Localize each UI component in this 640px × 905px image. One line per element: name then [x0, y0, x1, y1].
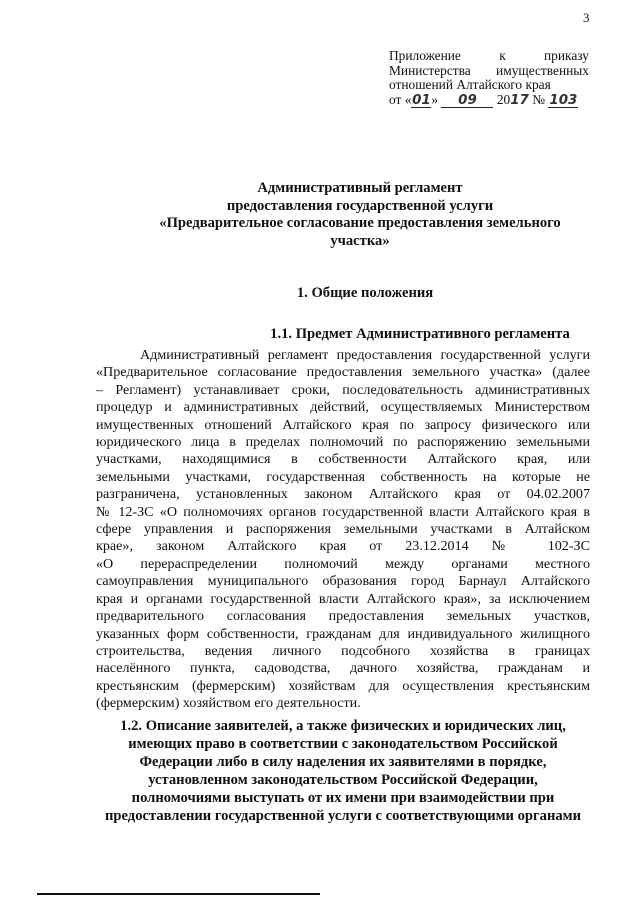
appendix-line-3: отношений Алтайского края [389, 77, 551, 92]
footer-rule [37, 893, 320, 895]
title-line-4: участка» [330, 232, 390, 249]
section-1-heading: 1. Общие положения [296, 285, 434, 301]
heading-line: имеющих право в соответствии с законодательством Российской [128, 735, 558, 752]
paragraph-line: «Предварительное согласование предоставления земельного участка» (далее [96, 364, 590, 381]
paragraph-line: «О перераспределении полномочий между органами местного [96, 555, 590, 572]
paragraph-line: – Регламент) устанавливает сроки, последовательность административных [96, 381, 590, 398]
paragraph-line: Административный регламент предоставления государственной услуги [140, 347, 590, 363]
date-year-prefix: 20 [496, 91, 511, 107]
paragraph-line: разграничена, установленных законом Алтайского края от 04.02.2007 [96, 486, 590, 503]
paragraph-line: № 12-ЗС «О полномочиях органов государственной власти Алтайского края в [96, 503, 590, 520]
paragraph-line: предварительного согласования предоставления земельных участков, [96, 608, 590, 625]
appendix-header [389, 49, 589, 108]
paragraph-line: процедур и административных действий, осуществляемых Министерством [96, 399, 590, 416]
date-month-handwritten: 09 [441, 94, 493, 108]
heading-line: 1.2. Описание заявителей, а также физических и юридических лиц, [120, 718, 566, 734]
date-year-handwritten: 17 [510, 92, 529, 108]
paragraph-line: строительства, ведения личного подсобного хозяйства в границах [96, 642, 590, 659]
subsection-1-2-heading [96, 718, 590, 825]
heading-line: предоставлении государственной услуги с соответствующими органами [105, 807, 581, 824]
date-day-handwritten: 01 [412, 92, 431, 108]
date-prefix: от « [389, 91, 412, 107]
title-line-3: «Предварительное согласование предоставления земельного [159, 215, 561, 232]
number-sign: № [532, 91, 546, 107]
paragraph-line: земельными участками, государственная собственность на которые не [96, 468, 590, 485]
paragraph-1-1 [96, 347, 590, 713]
paragraph-line: самоуправления муниципального образования город Барнаул Алтайского [96, 573, 590, 590]
paragraph-line: сфере управления и распоряжения земельными участками в Алтайском [96, 521, 590, 538]
paragraph-line: края и органами государственной власти Алтайского края», за исключением [96, 590, 590, 607]
heading-line: Федерации либо в силу наделения их заявителями в порядке, [139, 753, 547, 770]
heading-line: установленном законодательством Российской Федерации, [148, 771, 538, 788]
document-title [120, 180, 600, 250]
appendix-word-attachment: Приложение [389, 48, 461, 63]
appendix-word-to: к [499, 48, 506, 63]
paragraph-line: крае», законом Алтайского края от 23.12.2014 № 102-ЗС [96, 538, 590, 555]
page-number: 3 [583, 10, 590, 25]
paragraph-line: крестьянским (фермерским) хозяйствам для осуществления крестьянским [96, 677, 590, 694]
date-separator: » [431, 91, 439, 107]
paragraph-line: населённого пункта, садоводства, дачного хозяйства, гражданам и [96, 660, 590, 677]
appendix-word-order: приказу [544, 48, 589, 63]
paragraph-line: (фермерским) хозяйством его деятельности. [96, 695, 361, 712]
title-line-1: Административный регламент [257, 180, 463, 196]
subsection-1-1-heading: 1.1. Предмет Административного регламента [270, 326, 570, 342]
appendix-line-1 [389, 49, 589, 64]
paragraph-line: указанных форм собственности, гражданам для индивидуального жилищного [96, 625, 590, 642]
paragraph-line: имущественных отношений Алтайского края по запросу физического или [96, 416, 590, 433]
paragraph-line: участками, находящимися в собственности Алтайского края, или [96, 451, 590, 468]
appendix-date-line [389, 93, 589, 109]
order-number-handwritten: 103 [549, 92, 578, 108]
appendix-line-2: Министерства имущественных [389, 62, 589, 78]
title-line-2: предоставления государственной услуги [226, 197, 494, 214]
heading-line: полномочиями выступать от их имени при взаимодействии при [131, 789, 555, 806]
paragraph-line: юридического лица в пределах полномочий по распоряжению земельными [96, 434, 590, 451]
